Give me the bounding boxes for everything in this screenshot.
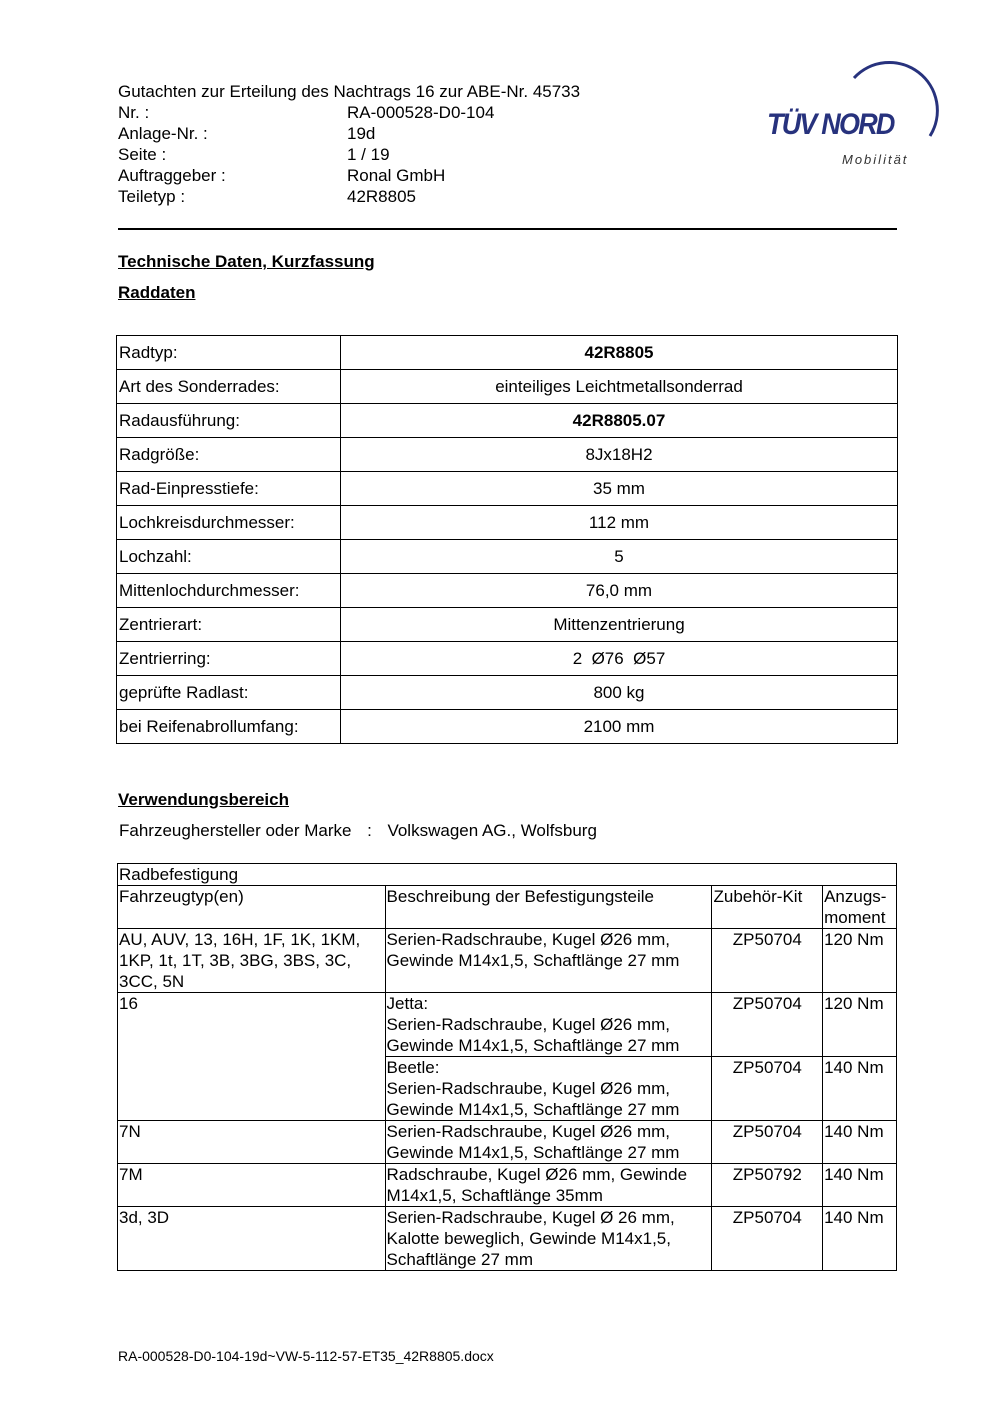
cell-moment: 120 Nm xyxy=(823,993,897,1057)
row-value: einteiliges Leichtmetallsonderrad xyxy=(341,370,898,404)
table-title: Radbefestigung xyxy=(118,864,897,886)
section-title-tech: Technische Daten, Kurzfassung xyxy=(118,252,375,271)
table-row xyxy=(117,404,898,438)
cell-desc: Beetle: Serien-Radschraube, Kugel Ø26 mm, Gewinde M14x1,5, Schaftlänge 27 mm xyxy=(385,1057,712,1121)
row-value: 800 kg xyxy=(341,676,898,710)
row-value: 2 Ø76 Ø57 xyxy=(341,642,898,676)
row-key: Mittenlochdurchmesser: xyxy=(117,574,341,608)
row-value: 35 mm xyxy=(341,472,898,506)
table-row xyxy=(117,608,898,642)
header-value: 19d xyxy=(347,124,376,143)
table-row xyxy=(117,710,898,744)
cell-moment: 140 Nm xyxy=(823,1057,897,1121)
cell-typ: 7N xyxy=(118,1121,386,1164)
tuv-nord-logo xyxy=(762,56,942,171)
cell-kit: ZP50704 xyxy=(712,1207,823,1271)
logo-subtitle: Mobilität xyxy=(842,152,909,167)
row-value: Mittenzentrierung xyxy=(341,608,898,642)
row-key: Lochzahl: xyxy=(117,540,341,574)
logo-wordmark: TÜV NORD xyxy=(767,108,894,141)
footer-filename: RA-000528-D0-104-19d~VW-5-112-57-ET35_42R8805.docx xyxy=(118,1348,494,1364)
table-row xyxy=(118,993,897,1057)
row-key: Radausführung: xyxy=(117,404,341,438)
row-key: Rad-Einpresstiefe: xyxy=(117,472,341,506)
row-value: 42R8805.07 xyxy=(341,404,898,438)
cell-moment: 120 Nm xyxy=(823,929,897,993)
table-row xyxy=(118,1121,897,1164)
header-value: 42R8805 xyxy=(347,187,417,206)
cell-typ: 3d, 3D xyxy=(118,1207,386,1271)
cell-kit: ZP50704 xyxy=(712,993,823,1057)
cell-kit: ZP50704 xyxy=(712,1057,823,1121)
raddaten-table xyxy=(116,335,898,744)
cell-desc: Serien-Radschraube, Kugel Ø26 mm, Gewinde M14x1,5, Schaftlänge 27 mm xyxy=(385,929,712,993)
cell-moment: 140 Nm xyxy=(823,1164,897,1207)
table-row xyxy=(117,336,898,370)
header-divider xyxy=(118,228,897,230)
cell-typ: AU, AUV, 13, 16H, 1F, 1K, 1KM, 1KP, 1t, 1T, 3B, 3BG, 3BS, 3C, 3CC, 5N xyxy=(118,929,386,993)
table-row xyxy=(117,370,898,404)
header-row xyxy=(118,165,580,186)
table-row xyxy=(117,506,898,540)
cell-kit: ZP50792 xyxy=(712,1164,823,1207)
header-row xyxy=(118,144,580,165)
header-row xyxy=(118,123,580,144)
row-key: Radgröße: xyxy=(117,438,341,472)
header-label: Teiletyp : xyxy=(118,187,186,206)
cell-kit: ZP50704 xyxy=(712,929,823,993)
cell-moment: 140 Nm xyxy=(823,1207,897,1271)
row-value: 42R8805 xyxy=(341,336,898,370)
row-key: Radtyp: xyxy=(117,336,341,370)
row-key: Zentrierart: xyxy=(117,608,341,642)
row-key: Zentrierring: xyxy=(117,642,341,676)
table-row xyxy=(118,929,897,993)
cell-typ: 7M xyxy=(118,1164,386,1207)
table-title-row xyxy=(118,864,897,886)
cell-desc: Serien-Radschraube, Kugel Ø26 mm, Gewinde M14x1,5, Schaftlänge 27 mm xyxy=(385,1121,712,1164)
header-label: Nr. : xyxy=(118,103,150,122)
cell-desc: Radschraube, Kugel Ø26 mm, Gewinde M14x1,5, Schaftlänge 35mm xyxy=(385,1164,712,1207)
column-header: Zubehör-Kit xyxy=(712,886,823,929)
row-value: 112 mm xyxy=(341,506,898,540)
table-row xyxy=(118,1207,897,1271)
header-label: Auftraggeber : xyxy=(118,166,226,185)
table-row xyxy=(117,642,898,676)
table-row xyxy=(117,438,898,472)
row-key: bei Reifenabrollumfang: xyxy=(117,710,341,744)
header-value: RA-000528-D0-104 xyxy=(347,103,495,122)
cell-moment: 140 Nm xyxy=(823,1121,897,1164)
header-row xyxy=(118,102,580,123)
radbefestigung-table xyxy=(117,863,897,1271)
row-key: geprüfte Radlast: xyxy=(117,676,341,710)
header-title: Gutachten zur Erteilung des Nachtrags 16 zur ABE-Nr. 45733 xyxy=(118,82,581,101)
header-value: Ronal GmbH xyxy=(347,166,446,185)
header-label: Seite : xyxy=(118,145,167,164)
table-row xyxy=(118,1164,897,1207)
cell-desc: Jetta: Serien-Radschraube, Kugel Ø26 mm, Gewinde M14x1,5, Schaftlänge 27 mm xyxy=(385,993,712,1057)
section-title-raddaten: Raddaten xyxy=(118,283,196,302)
document-header xyxy=(118,81,580,207)
header-label: Anlage-Nr. : xyxy=(118,124,208,143)
header-row xyxy=(118,186,580,207)
hersteller-value: Volkswagen AG., Wolfsburg xyxy=(387,821,597,840)
row-value: 76,0 mm xyxy=(341,574,898,608)
hersteller-label: Fahrzeughersteller oder Marke xyxy=(119,821,352,840)
row-value: 5 xyxy=(341,540,898,574)
column-header: Anzugs- moment xyxy=(823,886,897,929)
column-header: Beschreibung der Befestigungsteile xyxy=(385,886,712,929)
table-row xyxy=(117,472,898,506)
hersteller-separator: : xyxy=(367,821,372,840)
row-value: 2100 mm xyxy=(341,710,898,744)
row-key: Lochkreisdurchmesser: xyxy=(117,506,341,540)
table-row xyxy=(117,676,898,710)
section-title-verwendung: Verwendungsbereich xyxy=(118,790,289,809)
hersteller-line xyxy=(119,821,597,841)
table-header-row xyxy=(118,886,897,929)
header-value: 1 / 19 xyxy=(347,145,390,164)
cell-typ: 16 xyxy=(118,993,386,1121)
cell-desc: Serien-Radschraube, Kugel Ø 26 mm, Kalotte beweglich, Gewinde M14x1,5, Schaftlänge 27 mm xyxy=(385,1207,712,1271)
table-row xyxy=(117,540,898,574)
row-key: Art des Sonderrades: xyxy=(117,370,341,404)
table-row xyxy=(117,574,898,608)
column-header: Fahrzeugtyp(en) xyxy=(118,886,386,929)
cell-kit: ZP50704 xyxy=(712,1121,823,1164)
row-value: 8Jx18H2 xyxy=(341,438,898,472)
